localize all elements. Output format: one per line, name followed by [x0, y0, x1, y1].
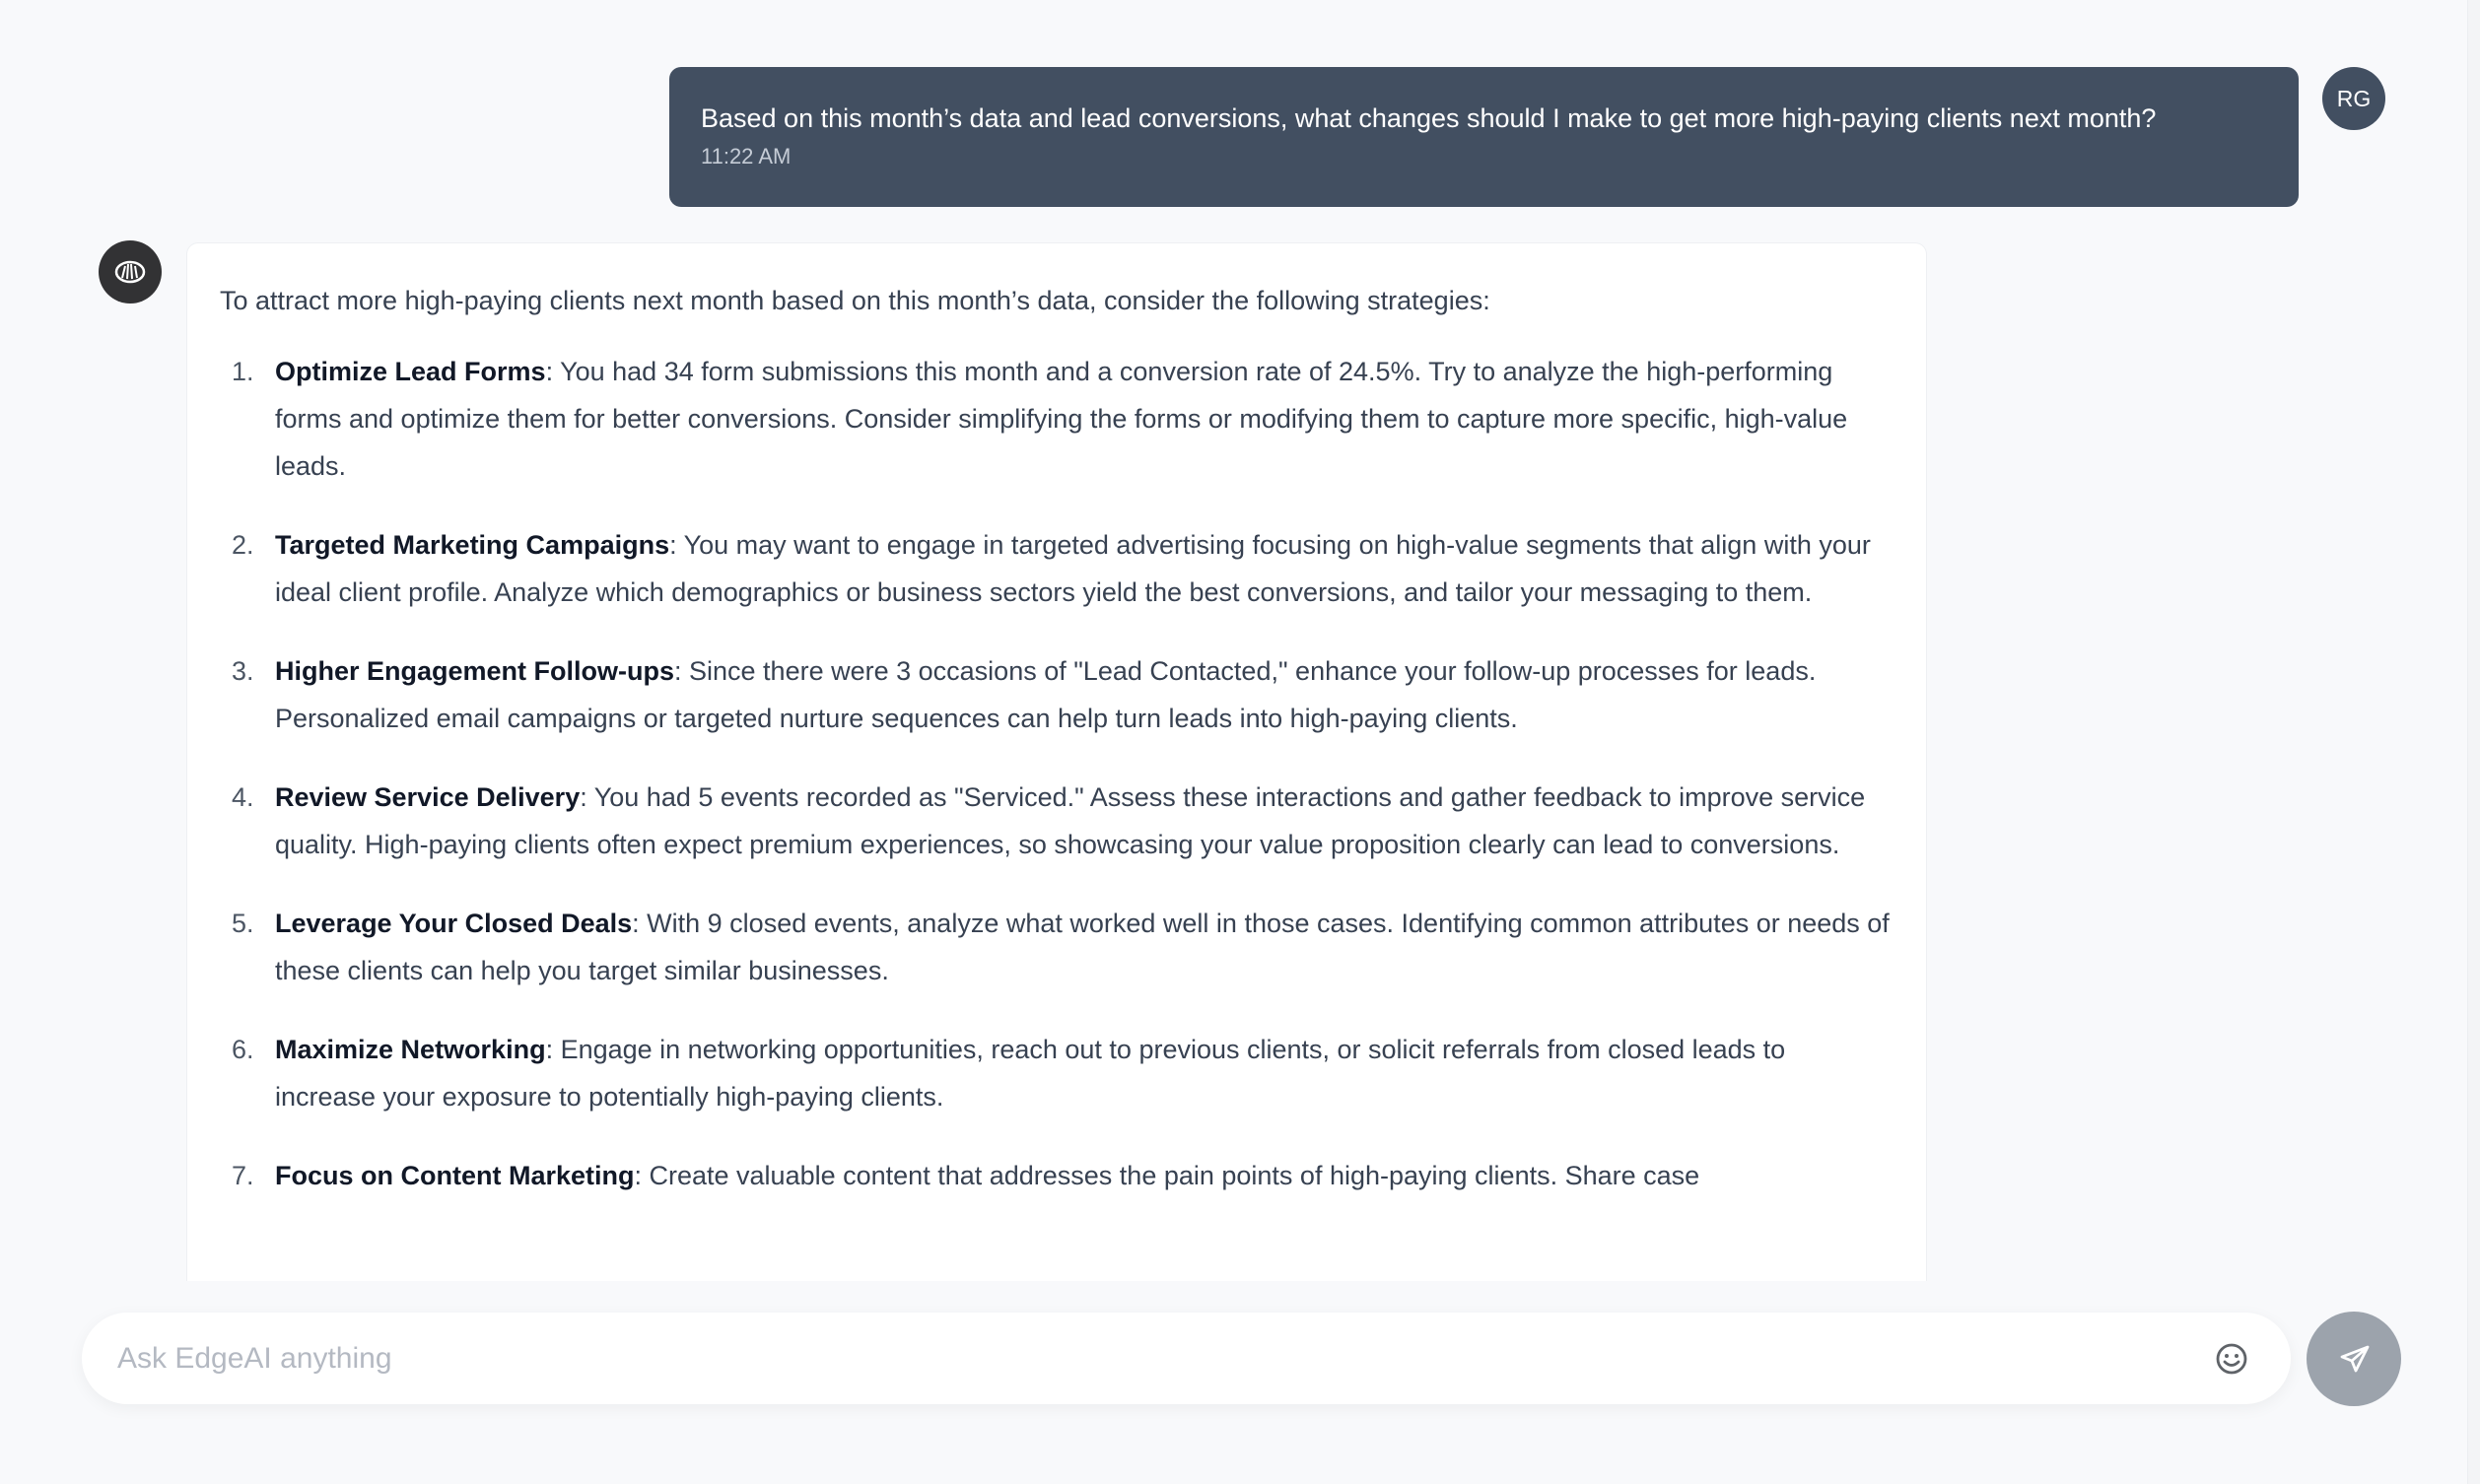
item-text: : Since there were 3 occasions of "Lead Contacted," enhance your follow-up processes for leads. Personalized email campaigns or targeted nurture sequences can help turn leads into high-paying clients.	[275, 656, 1817, 733]
list-item	[220, 521, 1893, 616]
list-item	[220, 774, 1893, 868]
item-number: 3.	[232, 656, 254, 686]
assistant-intro: To attract more high-paying clients next month based on this month’s data, consider the following strategies:	[220, 286, 1490, 315]
send-icon	[2334, 1339, 2374, 1379]
user-message-bubble	[669, 67, 2299, 207]
item-title: Focus on Content Marketing	[275, 1161, 635, 1190]
item-text: : You may want to engage in targeted advertising focusing on high-value segments that align with your ideal client profile. Analyze which demographics or business sectors yield the best conversions, and tailor your messaging to them.	[275, 530, 1871, 607]
message-input[interactable]	[115, 1341, 2212, 1377]
item-text: : Engage in networking opportunities, reach out to previous clients, or solicit referrals from closed leads to increase your exposure to potentially high-paying clients.	[275, 1035, 1786, 1112]
list-item	[220, 348, 1893, 490]
item-text: : With 9 closed events, analyze what worked well in those cases. Identifying common attributes or needs of these clients can help you target similar businesses.	[275, 909, 1890, 985]
item-title: Higher Engagement Follow-ups	[275, 656, 675, 686]
item-number: 7.	[232, 1161, 254, 1190]
item-text: : Create valuable content that addresses the pain points of high-paying clients. Share case	[634, 1161, 1700, 1190]
user-message-text: Based on this month’s data and lead conversions, what changes should I make to get more high-paying clients next month?	[701, 103, 2157, 133]
item-title: Leverage Your Closed Deals	[275, 909, 633, 938]
list-item	[220, 1026, 1893, 1120]
item-title: Optimize Lead Forms	[275, 357, 546, 386]
list-item	[220, 647, 1893, 742]
item-title: Review Service Delivery	[275, 782, 581, 812]
edgeai-logo-icon	[114, 260, 146, 284]
list-item	[220, 900, 1893, 994]
send-button[interactable]	[2307, 1312, 2401, 1406]
smiley-icon[interactable]	[2212, 1339, 2251, 1379]
item-number: 2.	[232, 530, 254, 560]
user-message-time: 11:22 AM	[701, 144, 792, 169]
list-item	[220, 1152, 1893, 1199]
strategy-list	[220, 348, 1893, 1199]
user-avatar: RG	[2322, 67, 2385, 130]
scrollbar-track	[2467, 0, 2480, 1484]
item-number: 1.	[232, 357, 254, 386]
item-title: Maximize Networking	[275, 1035, 546, 1064]
item-number: 6.	[232, 1035, 254, 1064]
item-text: : You had 34 form submissions this month and a conversion rate of 24.5%. Try to analyze the high-performing forms and optimize them for better conversions. Consider simplifying the forms or modifying them to capture more specific, high-value leads.	[275, 357, 1848, 481]
item-text: : You had 5 events recorded as "Serviced." Assess these interactions and gather feedback to improve service quality. High-paying clients often expect premium experiences, so showcasing your value proposition clearly can lead to conversions.	[275, 782, 1866, 859]
item-number: 4.	[232, 782, 254, 812]
assistant-message-card	[186, 242, 1927, 1281]
composer	[82, 1313, 2291, 1404]
item-title: Targeted Marketing Campaigns	[275, 530, 670, 560]
assistant-avatar	[99, 240, 162, 304]
item-number: 5.	[232, 909, 254, 938]
